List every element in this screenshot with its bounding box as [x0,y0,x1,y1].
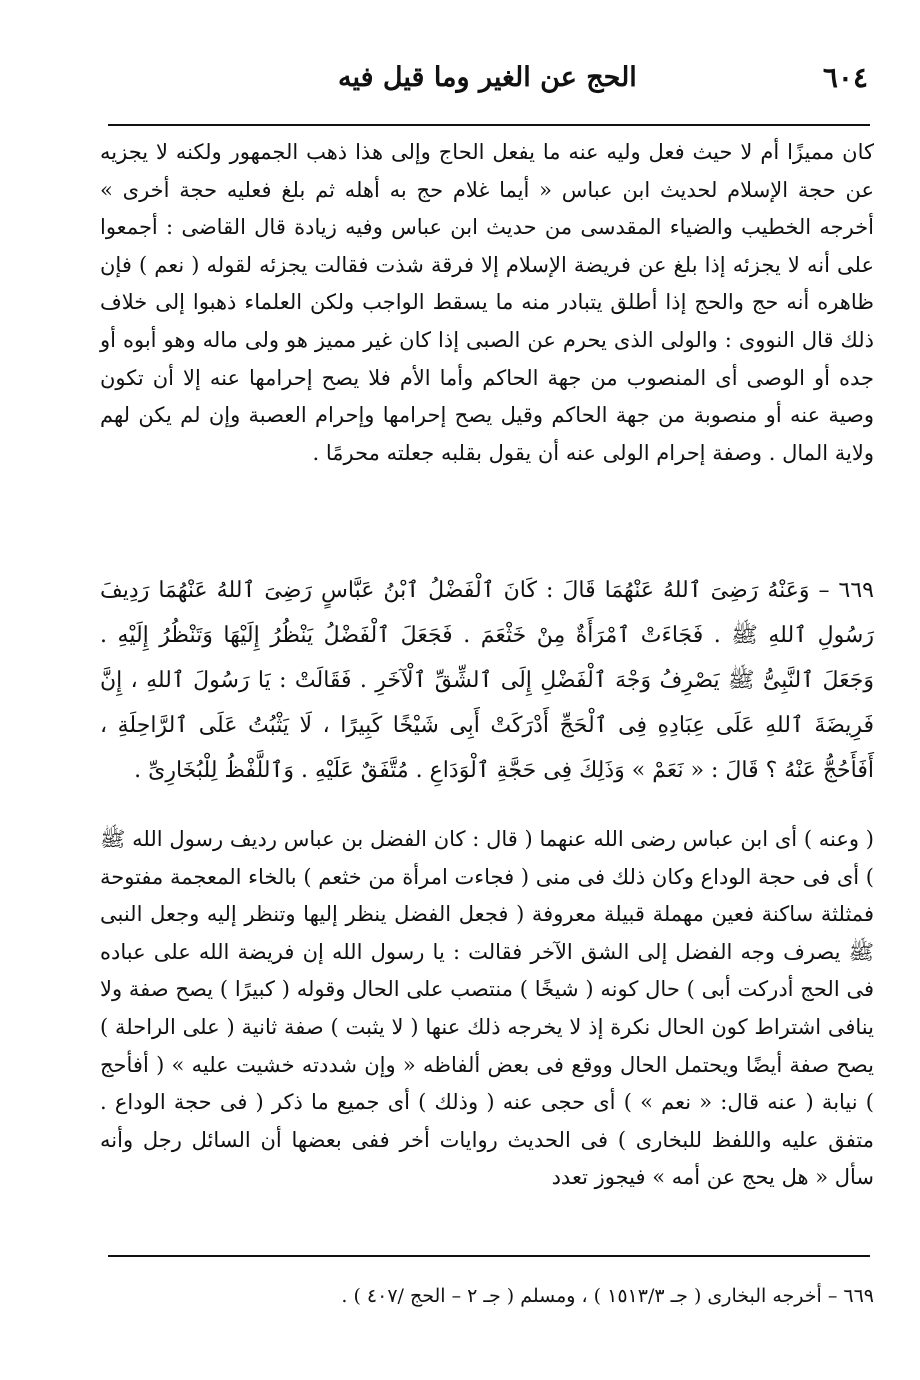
page-number: ٦٠٤ [822,60,868,94]
main-text [100,134,874,1231]
page-header [108,52,868,102]
commentary-paragraph: كان مميزًا أم لا حيث فعل وليه عنه ما يفعل الحاج وإلى هذا ذهب الجمهور ولكنه لا يجزيه عن حجة الإسلام لحديث ابن عباس « أيما غلام حج به أهله ثم بلغ فعليه حجة أخرى » أخرجه الخطيب والضياء المقدسى من حديث ابن عباس وفيه زيادة قال القاضى : أجمعوا على أنه لا يجزئه إذا بلغ عن فريضة الإسلام إلا فرقة شذت فقالت يجزئه لقوله ( نعم ) فإن ظاهره أنه حج والحج إذا أطلق يتبادر منه ما يسقط الواجب ولكن العلماء ذهبوا إلى خلاف ذلك قال النووى : والولى الذى يحرم عن الصبى إذا كان غير مميز هو ولى ماله وهو أبوه أو جده أو الوصى أى المنصوب من جهة الحاكم وأما الأم فلا يصح إحرامها عنه إلا أن تكون وصية عنه أو منصوبة من جهة الحاكم وقيل يصح إحرامها وإحرام العصبة وإن لم يكن لهم ولاية المال . وصفة إحرام الولى عنه أن يقول بقلبه جعلته محرمًا . [100,140,874,465]
header-rule [108,124,870,126]
commentary-paragraph: ( وعنه ) أى ابن عباس رضى الله عنهما ( قال : كان الفضل بن عباس رديف رسول الله ﷺ ) أى فى حجة الوداع وكان ذلك فى منى ( فجاءت امرأة من خثعم ) بالخاء المعجمة مفتوحة فمثلثة ساكنة فعين مهملة قبيلة معروفة ( فجعل الفضل ينظر إليها وتنظر إليه وجعل النبى ﷺ يصرف وجه الفضل إلى الشق الآخر فقالت : يا رسول الله إن فريضة الله على عباده فى الحج أدركت أبى ) حال كونه ( شيخًا ) منتصب على الحال وقوله ( كبيرًا ) يصح صفة ولا ينافى اشتراط كون الحال نكرة إذ لا يخرجه ذلك عنها ( لا يثبت ) صفة ثانية ( على الراحلة ) يصح صفة أيضًا ويحتمل الحال ووقع فى بعض ألفاظه « وإن شددته خشيت عليه » ( أفأحج ) نيابة ( عنه قال: « نعم » ) أى حجى عنه ( وذلك ) أى جميع ما ذكر ( فى حجة الوداع . متفق عليه واللفظ للبخارى ) فى الحديث روايات أخر ففى بعضها أن السائل رجل وأنه سأل « هل يحج عن أمه » فيجوز تعدد [100,827,874,1190]
footnote-rule [108,1255,870,1257]
footnote: ٦٦٩ – أخرجه البخارى ( جـ ١٥١٣/٣ ) ، ومسلم ( جـ ٢ – الحج /٤٠٧ ) . [341,1285,874,1307]
hadith-text: ٦٦٩ – وَعَنْهُ رَضِىَ ٱللهُ عَنْهُمَا قَالَ : كَانَ ٱلْفَضْلُ ٱبْنُ عَبَّاسٍ رَضِىَ ٱللهُ عَنْهُمَا رَدِيفَ رَسُولِ ٱللهِ ﷺ . فَجَاءَتْ ٱمْرَأَةٌ مِنْ خَثْعَمَ . فَجَعَلَ ٱلْفَضْلُ يَنْظُرُ إِلَيْهَا وَتَنْظُرُ إِلَيْهِ . وَجَعَلَ ٱلنَّبِىُّ ﷺ يَصْرِفُ وَجْهَ ٱلْفَضْلِ إِلَى ٱلشِّقِّ ٱلْآخَرِ . فَقَالَتْ : يَا رَسُولَ ٱللهِ ، إِنَّ فَرِيضَةَ ٱللهِ عَلَى عِبَادِهِ فِى ٱلْحَجِّ أَدْرَكَتْ أَبِى شَيْخًا كَبِيرًا ، لَا يَثْبُتُ عَلَى ٱلرَّاحِلَةِ ، أَفَأَحُجُّ عَنْهُ ؟ قَالَ : « نَعَمْ » وَذَلِكَ فِى حَجَّةِ ٱلْوَدَاعِ . مُتَّفَقٌ عَلَيْهِ . وَٱللَّفْظُ لِلْبُخَارِىِّ . [100,578,874,783]
running-title: الحج عن الغير وما قيل فيه [338,61,637,93]
